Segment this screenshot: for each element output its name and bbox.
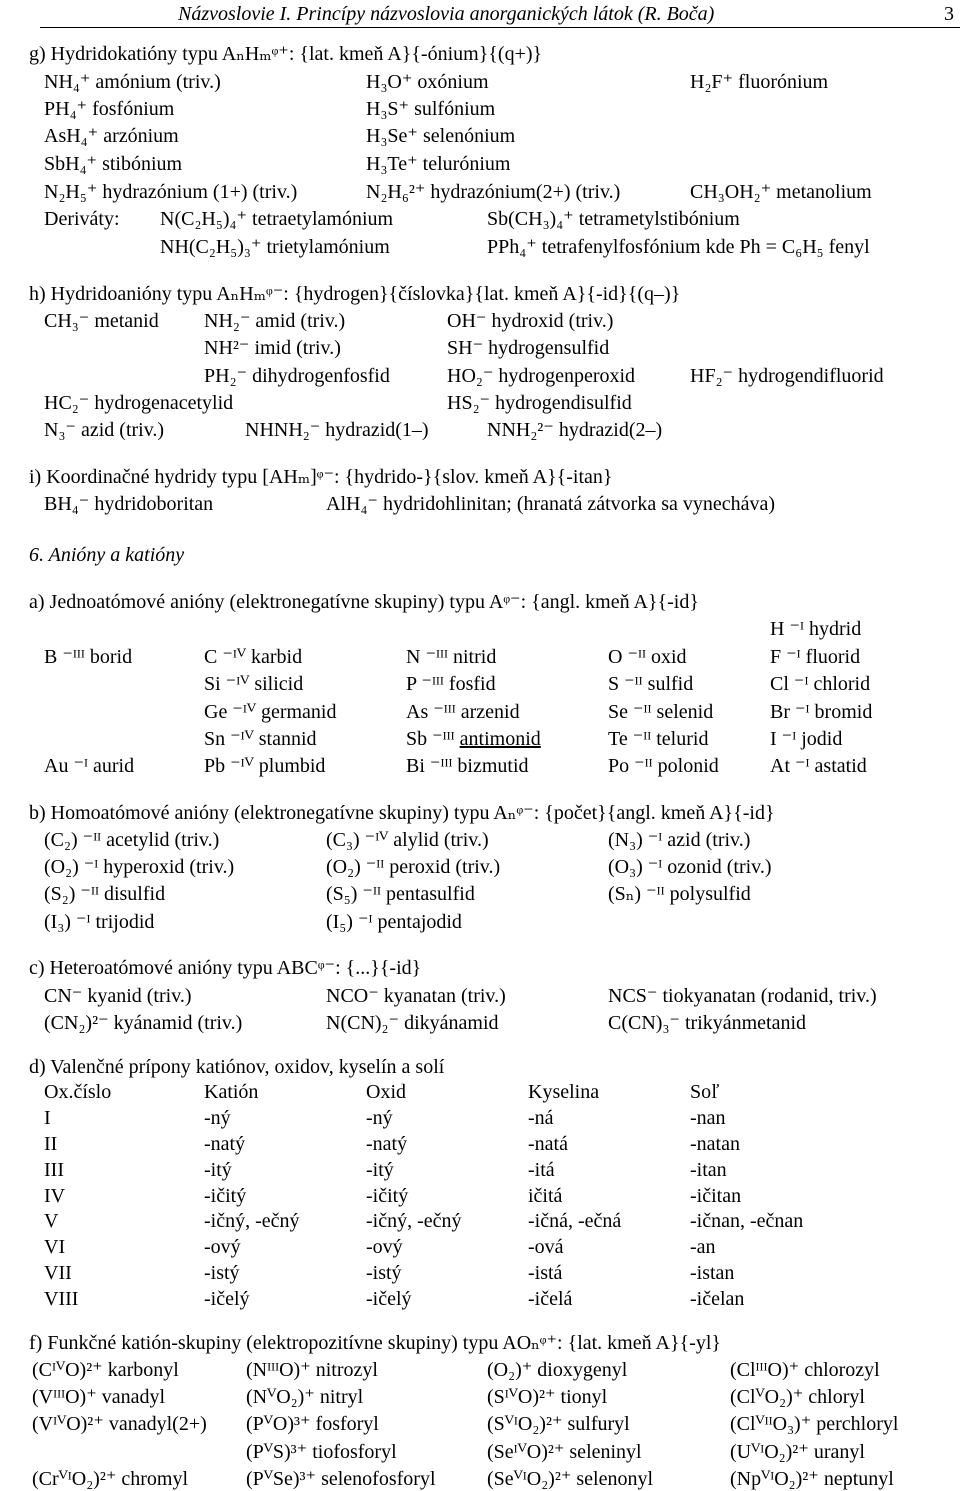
text-cell: HC₂⁻ hydrogenacetylid xyxy=(44,392,234,414)
text-cell: H₃S⁺ sulfónium xyxy=(366,98,496,120)
text-cell: -ičelý xyxy=(204,1288,250,1310)
text-cell: -itan xyxy=(690,1159,727,1181)
text-cell: VIII xyxy=(44,1288,79,1310)
text-cell: (VᴵᴵᴵO)⁺ vanadyl xyxy=(32,1386,166,1408)
text-cell: Ge ⁻ᴵⱽ germanid xyxy=(204,701,337,723)
text-cell: -natý xyxy=(204,1133,246,1155)
text-cell: CN⁻ kyanid (triv.) xyxy=(44,985,192,1007)
text-cell: Deriváty: xyxy=(44,208,120,230)
text-cell: BH₄⁻ hydridoboritan xyxy=(44,493,214,515)
text-cell: (SⱽᴵO₂)²⁺ sulfuryl xyxy=(487,1413,630,1435)
text-cell: h) Hydridoanióny typu AₙHₘᵠ⁻: {hydrogen}{číslovka}{lat. kmeň A}{-id}{(q–)} xyxy=(29,283,681,305)
text-cell: N(C₂H₅)₄⁺ tetraetylamónium xyxy=(160,208,394,230)
text-cell: -itý xyxy=(366,1159,394,1181)
text-cell: (S₅) ⁻ᴵᴵ pentasulfid xyxy=(326,883,475,905)
text-cell: (CrⱽᴵO₂)²⁺ chromyl xyxy=(32,1468,189,1490)
text-cell: Sb(CH₃)₄⁺ tetrametylstibónium xyxy=(487,208,740,230)
text-cell: (CN₂)²⁻ kyánamid (triv.) xyxy=(44,1012,243,1034)
text-cell: -ový xyxy=(204,1236,241,1258)
text-cell: (SeⱽᴵO₂)²⁺ selenonyl xyxy=(487,1468,654,1490)
text-cell: Te ⁻ᴵᴵ telurid xyxy=(608,728,709,750)
text-cell: -nan xyxy=(690,1107,726,1129)
text-cell: SbH₄⁺ stibónium xyxy=(44,153,183,175)
text-cell: CH₃⁻ metanid xyxy=(44,310,159,332)
text-cell: Pb ⁻ᴵⱽ plumbid xyxy=(204,755,326,777)
text-cell: (NⱽO₂)⁺ nitryl xyxy=(246,1386,364,1408)
text-cell: P ⁻ᴵᴵᴵ fosfid xyxy=(406,673,496,695)
text-cell: -ičná, -ečná xyxy=(528,1210,622,1232)
underlined-term: antimonid xyxy=(459,728,541,750)
text-cell: (I₃) ⁻ᴵ trijodid xyxy=(44,911,155,933)
text-cell: c) Heteroatómové anióny typu ABCᵠ⁻: {...}{-id} xyxy=(29,957,422,979)
text-cell: H₃Se⁺ selenónium xyxy=(366,125,516,147)
text-cell: Oxid xyxy=(366,1081,406,1103)
text-cell: (S₂) ⁻ᴵᴵ disulfid xyxy=(44,883,166,905)
text-cell: PPh₄⁺ tetrafenylfosfónium kde Ph = C₆H₅ fenyl xyxy=(487,236,870,258)
text-cell: Po ⁻ᴵᴵ polonid xyxy=(608,755,719,777)
text-cell: -ičitý xyxy=(366,1185,409,1207)
text-cell: -ový xyxy=(366,1236,403,1258)
text-cell: -ičný, -ečný xyxy=(204,1210,300,1232)
text-cell: f) Funkčné katión-skupiny (elektropozitívne skupiny) typu AOₙᵠ⁺: {lat. kmeň A}{-yl} xyxy=(29,1332,721,1354)
text-cell: II xyxy=(44,1133,58,1155)
text-cell: -ičitan xyxy=(690,1185,742,1207)
text-cell: Br ⁻ᴵ bromid xyxy=(770,701,873,723)
text-cell: I ⁻ᴵ jodid xyxy=(770,728,843,750)
text-cell: Sb ⁻ᴵᴵᴵ antimonid xyxy=(406,728,541,750)
text-cell: N₂H₅⁺ hydrazónium (1+) (triv.) xyxy=(44,181,298,203)
text-cell: -istá xyxy=(528,1262,563,1284)
text-cell: VII xyxy=(44,1262,72,1284)
text-cell: Se ⁻ᴵᴵ selenid xyxy=(608,701,714,723)
text-cell: N₂H₆²⁺ hydrazónium(2+) (triv.) xyxy=(366,181,621,203)
text-cell: H ⁻ᴵ hydrid xyxy=(770,618,862,640)
text-cell: -ný xyxy=(204,1107,231,1129)
text-cell: -ičelý xyxy=(366,1288,412,1310)
text-cell: (O₂) ⁻ᴵᴵ peroxid (triv.) xyxy=(326,856,501,878)
text-cell: -ová xyxy=(528,1236,564,1258)
text-cell: I xyxy=(44,1107,51,1129)
text-cell: IV xyxy=(44,1185,66,1207)
page-number: 3 xyxy=(944,3,954,25)
text-cell: b) Homoatómové anióny (elektronegatívne skupiny) typu Aₙᵠ⁻: {počet}{angl. kmeň A}{-id} xyxy=(29,802,775,824)
text-cell: ičitá xyxy=(528,1185,563,1207)
text-cell: PH₄⁺ fosfónium xyxy=(44,98,175,120)
text-cell: -istý xyxy=(366,1262,402,1284)
text-cell: (VᴵⱽO)²⁺ vanadyl(2+) xyxy=(32,1413,207,1435)
text-cell: -natan xyxy=(690,1133,740,1155)
text-cell: PH₂⁻ dihydrogenfosfid xyxy=(204,365,390,387)
text-cell: H₃Te⁺ telurónium xyxy=(366,153,511,175)
text-cell: -ičelá xyxy=(528,1288,573,1310)
text-cell: N ⁻ᴵᴵᴵ nitrid xyxy=(406,646,497,668)
text-cell: As ⁻ᴵᴵᴵ arzenid xyxy=(406,701,520,723)
text-cell: VI xyxy=(44,1236,66,1258)
text-cell: S ⁻ᴵᴵ sulfid xyxy=(608,673,694,695)
text-cell: NHNH₂⁻ hydrazid(1–) xyxy=(245,419,429,441)
text-cell: (Sₙ) ⁻ᴵᴵ polysulfid xyxy=(608,883,751,905)
text-cell: NH(C₂H₅)₃⁺ trietylamónium xyxy=(160,236,390,258)
text-cell: -ičný, -ečný xyxy=(366,1210,462,1232)
text-cell: (PⱽO)³⁺ fosforyl xyxy=(246,1413,379,1435)
text-cell: (UⱽᴵO₂)²⁺ uranyl xyxy=(730,1441,865,1463)
text-cell: (O₃) ⁻ᴵ ozonid (triv.) xyxy=(608,856,772,878)
text-cell: -istan xyxy=(690,1262,735,1284)
text-cell: Cl ⁻ᴵ chlorid xyxy=(770,673,871,695)
text-cell: (N₃) ⁻ᴵ azid (triv.) xyxy=(608,829,751,851)
text-cell: Ox.číslo xyxy=(44,1081,112,1103)
text-cell: -itá xyxy=(528,1159,555,1181)
text-cell: III xyxy=(44,1159,64,1181)
text-cell: H₂F⁺ fluorónium xyxy=(690,71,829,93)
text-cell: (O₂)⁺ dioxygenyl xyxy=(487,1359,628,1381)
text-cell: Si ⁻ᴵⱽ silicid xyxy=(204,673,304,695)
text-cell: -ičitý xyxy=(204,1185,247,1207)
text-cell: Katión xyxy=(204,1081,259,1103)
text-cell: Soľ xyxy=(690,1081,720,1103)
text-cell: CH₃OH₂⁺ metanolium xyxy=(690,181,872,203)
text-cell: (NᴵᴵᴵO)⁺ nitrozyl xyxy=(246,1359,378,1381)
text-cell: (SeᴵⱽO)²⁺ seleninyl xyxy=(487,1441,642,1463)
text-cell: (SᴵⱽO)²⁺ tionyl xyxy=(487,1386,608,1408)
text-cell: At ⁻ᴵ astatid xyxy=(770,755,867,777)
text-cell: HF₂⁻ hydrogendifluorid xyxy=(690,365,884,387)
text-cell: NCO⁻ kyanatan (triv.) xyxy=(326,985,506,1007)
text-cell: -natá xyxy=(528,1133,568,1155)
text-cell: -ný xyxy=(366,1107,393,1129)
text-cell: SH⁻ hydrogensulfid xyxy=(447,337,610,359)
text-cell: (ClᴵᴵᴵO)⁺ chlorozyl xyxy=(730,1359,880,1381)
text-cell: 6. Anióny a katióny xyxy=(29,544,185,566)
text-cell: -itý xyxy=(204,1159,232,1181)
text-cell: -ičelan xyxy=(690,1288,745,1310)
text-cell: O ⁻ᴵᴵ oxid xyxy=(608,646,687,668)
text-cell: (I₅) ⁻ᴵ pentajodid xyxy=(326,911,462,933)
text-cell: N₃⁻ azid (triv.) xyxy=(44,419,165,441)
text-cell: NCS⁻ tiokyanatan (rodanid, triv.) xyxy=(608,985,877,1007)
header-rule xyxy=(40,27,960,28)
text-cell: (C₃) ⁻ᴵⱽ alylid (triv.) xyxy=(326,829,489,851)
text-cell: N(CN)₂⁻ dikyánamid xyxy=(326,1012,499,1034)
text-cell: a) Jednoatómové anióny (elektronegatívne skupiny) typu Aᵠ⁻: {angl. kmeň A}{-id} xyxy=(29,591,699,613)
text-cell: C ⁻ᴵⱽ karbid xyxy=(204,646,303,668)
text-cell: (NpⱽᴵO₂)²⁺ neptunyl xyxy=(730,1468,894,1490)
text-cell: (O₂) ⁻ᴵ hyperoxid (triv.) xyxy=(44,856,235,878)
text-cell: (PⱽS)³⁺ tiofosforyl xyxy=(246,1441,397,1463)
text-cell: (C₂) ⁻ᴵᴵ acetylid (triv.) xyxy=(44,829,220,851)
text-cell: NH₄⁺ amónium (triv.) xyxy=(44,71,221,93)
text-cell: B ⁻ᴵᴵᴵ borid xyxy=(44,646,133,668)
text-cell: -istý xyxy=(204,1262,240,1284)
text-cell: g) Hydridokatióny typu AₙHₘᵠ⁺: {lat. kmeň A}{-ónium}{(q+)} xyxy=(29,43,543,65)
text-cell: V xyxy=(44,1210,59,1232)
text-cell: (CᴵⱽO)²⁺ karbonyl xyxy=(32,1359,179,1381)
text-cell: C(CN)₃⁻ trikyánmetanid xyxy=(608,1012,807,1034)
text-cell: HO₂⁻ hydrogenperoxid xyxy=(447,365,636,387)
text-cell: -ičnan, -ečnan xyxy=(690,1210,804,1232)
text-cell: -an xyxy=(690,1236,716,1258)
text-cell: NNH₂²⁻ hydrazid(2–) xyxy=(487,419,663,441)
text-cell: NH₂⁻ amid (triv.) xyxy=(204,310,346,332)
text-cell: -natý xyxy=(366,1133,408,1155)
text-cell: AlH₄⁻ hydridohlinitan; (hranatá zátvorka sa vynecháva) xyxy=(326,493,776,515)
text-cell: -ná xyxy=(528,1107,554,1129)
text-cell: d) Valenčné prípony katiónov, oxidov, kyselín a solí xyxy=(29,1056,445,1078)
page-header-title: Názvoslovie I. Princípy názvoslovia anorganických látok (R. Boča) xyxy=(178,3,715,25)
text-cell: (ClⱽᴵᴵO₃)⁺ perchloryl xyxy=(730,1413,899,1435)
text-cell: Au ⁻ᴵ aurid xyxy=(44,755,135,777)
text-cell: F ⁻ᴵ fluorid xyxy=(770,646,861,668)
text-cell: Sn ⁻ᴵⱽ stannid xyxy=(204,728,317,750)
text-cell: H₃O⁺ oxónium xyxy=(366,71,489,93)
text-cell: i) Koordinačné hydridy typu [AHₘ]ᵠ⁻: {hydrido-}{slov. kmeň A}{-itan} xyxy=(29,466,613,488)
text-cell: NH²⁻ imid (triv.) xyxy=(204,337,341,359)
text-cell: Kyselina xyxy=(528,1081,600,1103)
text-cell: AsH₄⁺ arzónium xyxy=(44,125,179,147)
text-cell: (ClⱽO₂)⁺ chloryl xyxy=(730,1386,865,1408)
text-cell: HS₂⁻ hydrogendisulfid xyxy=(447,392,632,414)
text-cell: OH⁻ hydroxid (triv.) xyxy=(447,310,614,332)
text-cell: Bi ⁻ᴵᴵᴵ bizmutid xyxy=(406,755,529,777)
text-cell: (PⱽSe)³⁺ selenofosforyl xyxy=(246,1468,436,1490)
